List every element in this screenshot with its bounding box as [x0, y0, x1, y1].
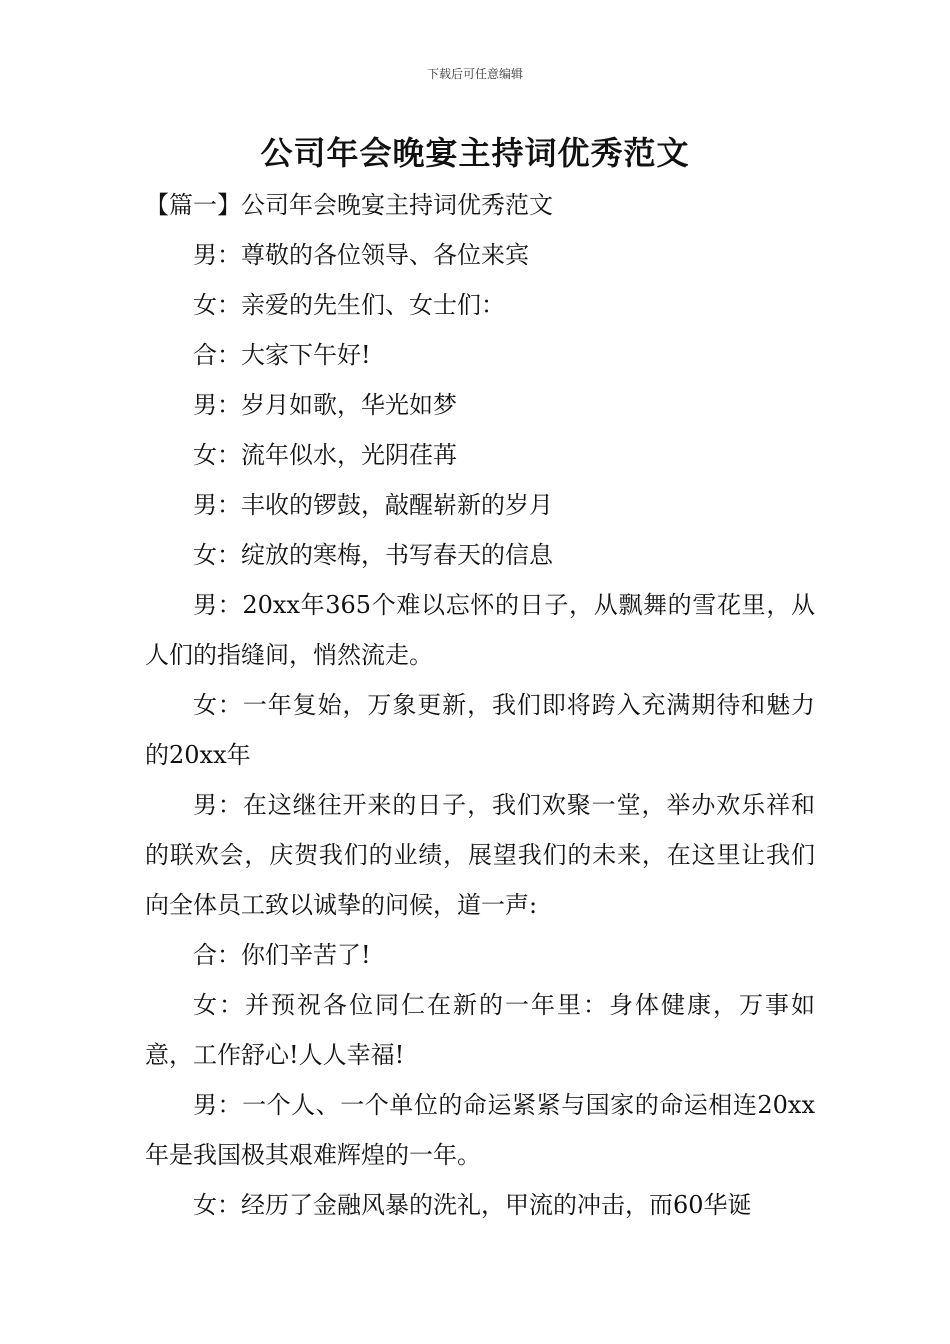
paragraph: 合：你们辛苦了! — [193, 941, 371, 969]
paragraph: 男：在这继往开来的日子，我们欢聚一堂，举办欢乐祥和的联欢会，庆贺我们的业绩，展望我们的未来，在这里让我们向全体员工致以诚挚的问候，道一声: — [145, 791, 815, 919]
document-title: 公司年会晚宴主持词优秀范文 — [260, 134, 690, 172]
paragraph: 女：并预祝各位同仁在新的一年里：身体健康，万事如意，工作舒心!人人幸福! — [145, 991, 815, 1069]
paragraph: 女：流年似水，光阴荏苒 — [193, 441, 457, 469]
paragraph: 女：经历了金融风暴的洗礼，甲流的冲击，而60华诞 — [193, 1191, 752, 1219]
paragraph: 女：亲爱的先生们、女士们： — [193, 291, 505, 319]
document-body — [145, 180, 815, 1230]
paragraph: 女：一年复始，万象更新，我们即将跨入充满期待和魅力的20xx年 — [145, 691, 815, 769]
paragraph: 合：大家下午好! — [193, 341, 371, 369]
paragraph: 男：尊敬的各位领导、各位来宾 — [193, 241, 529, 269]
paragraph: 女：绽放的寒梅，书写春天的信息 — [193, 541, 553, 569]
paragraph: 男：一个人、一个单位的命运紧紧与国家的命运相连20xx年是我国极其艰难辉煌的一年。 — [145, 1091, 815, 1169]
paragraph: 男：20xx年365个难以忘怀的日子，从飘舞的雪花里，从人们的指缝间，悄然流走。 — [145, 591, 815, 669]
section-heading: 【篇一】公司年会晚宴主持词优秀范文 — [145, 191, 553, 219]
header-note: 下载后可任意编辑 — [426, 67, 523, 81]
paragraph: 男：丰收的锣鼓，敲醒崭新的岁月 — [193, 491, 553, 519]
paragraph: 男：岁月如歌，华光如梦 — [193, 391, 457, 419]
